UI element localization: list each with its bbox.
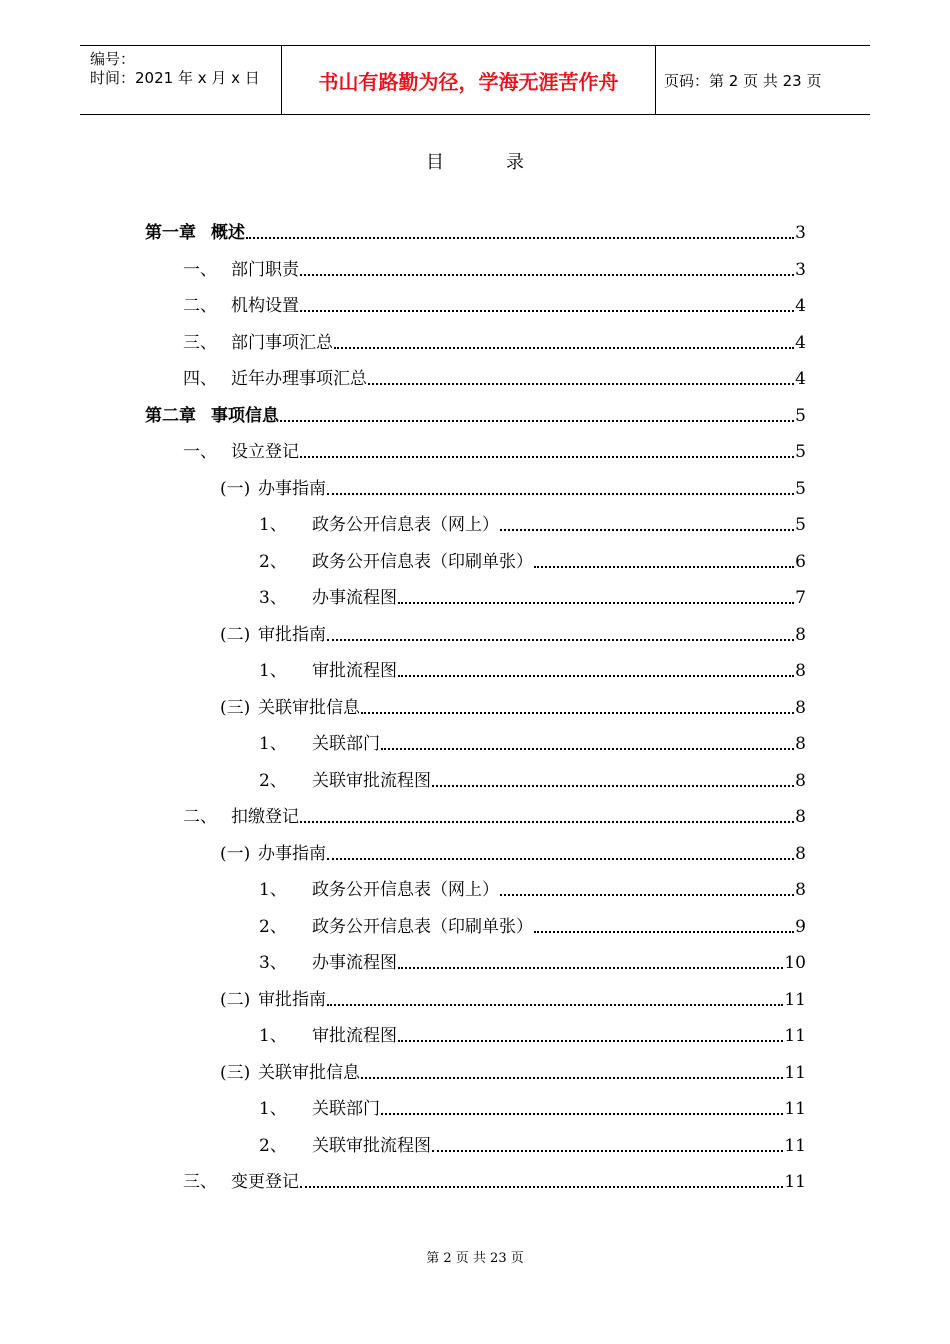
toc-entry-number: 1、 xyxy=(259,1026,287,1046)
toc-entry-title: 关联部门 xyxy=(312,1099,380,1119)
toc-title-left: 目 xyxy=(426,152,444,173)
dot-leader xyxy=(534,566,794,568)
toc-entry[interactable] xyxy=(220,834,806,864)
dot-leader xyxy=(327,639,794,641)
toc-entry-title: 关联审批流程图 xyxy=(312,770,431,791)
dot-leader xyxy=(368,383,794,385)
toc-entry-title: 机构设置 xyxy=(231,296,299,316)
toc-entry-page: 10 xyxy=(784,953,806,973)
toc-entry-page: 8 xyxy=(795,770,806,791)
toc-entry-number: 二、 xyxy=(183,296,217,316)
header-meta xyxy=(80,46,282,114)
toc-entry-page: 4 xyxy=(795,332,806,353)
toc-entry-number: 1、 xyxy=(259,880,287,900)
dot-leader xyxy=(398,1040,783,1042)
toc-entry-page: 7 xyxy=(795,588,806,608)
toc-entry-title: 部门事项汇总 xyxy=(231,332,333,353)
toc-entry-page: 11 xyxy=(784,989,806,1010)
toc-entry-number: (一) xyxy=(220,478,251,499)
toc-entry[interactable] xyxy=(259,542,806,572)
toc-entry[interactable] xyxy=(183,286,806,316)
toc-entry-page: 4 xyxy=(795,296,806,316)
dot-leader xyxy=(398,967,783,969)
dot-leader xyxy=(327,493,794,495)
toc-entry[interactable] xyxy=(259,1016,806,1046)
toc-entry-page: 3 xyxy=(795,259,806,280)
dot-leader xyxy=(381,1113,783,1115)
toc-entry[interactable] xyxy=(145,396,806,426)
header-motto: 书山有路勤为径，学海无涯苦作舟 xyxy=(282,46,656,114)
toc-entry-number: 三、 xyxy=(183,1172,217,1192)
toc-entry-number: 1、 xyxy=(259,734,287,754)
toc-entry[interactable] xyxy=(259,907,806,937)
dot-leader xyxy=(280,420,794,422)
toc-entry-page: 11 xyxy=(784,1135,806,1156)
toc-entry-title: 办事流程图 xyxy=(312,953,397,973)
toc-entry[interactable] xyxy=(259,1126,806,1156)
toc-entry-page: 6 xyxy=(795,551,806,572)
toc-entry[interactable] xyxy=(220,469,806,499)
toc-entry-title: 概述 xyxy=(211,223,245,243)
dot-leader xyxy=(300,456,794,458)
code-label: 编号： xyxy=(90,50,136,68)
dot-leader xyxy=(300,310,794,312)
toc-entry[interactable] xyxy=(259,724,806,754)
toc-entry-page: 3 xyxy=(795,223,806,243)
toc-entry[interactable] xyxy=(183,432,806,462)
toc-entry[interactable] xyxy=(259,1089,806,1119)
toc-entry-title: 审批指南 xyxy=(258,989,326,1010)
toc-entry-number: 四、 xyxy=(183,369,217,389)
toc-entry-page: 5 xyxy=(795,515,806,535)
dot-leader xyxy=(432,785,794,787)
toc-entry-title: 变更登记 xyxy=(231,1172,299,1192)
toc-entry[interactable] xyxy=(259,761,806,791)
toc-title xyxy=(0,148,950,174)
toc-entry-number: 1、 xyxy=(259,515,287,535)
toc-entry-page: 4 xyxy=(795,369,806,389)
toc-entry[interactable] xyxy=(183,359,806,389)
toc-entry[interactable] xyxy=(259,505,806,535)
toc-entry-page: 8 xyxy=(795,843,806,864)
toc-entry-number: (三) xyxy=(220,1062,251,1083)
toc-entry-title: 办事流程图 xyxy=(312,588,397,608)
header-page-info: 页码：第 2 页 共 23 页 xyxy=(664,71,822,90)
toc-entry-number: (一) xyxy=(220,843,251,864)
toc-entry-number: 2、 xyxy=(259,1135,287,1156)
dot-leader xyxy=(246,237,794,239)
toc-entry-page: 9 xyxy=(795,916,806,937)
toc-entry-title: 审批指南 xyxy=(258,624,326,645)
toc-entry-page: 11 xyxy=(784,1026,806,1046)
toc-title-right: 录 xyxy=(506,152,524,173)
dot-leader xyxy=(361,1077,783,1079)
dot-leader xyxy=(534,931,794,933)
dot-leader xyxy=(300,1186,783,1188)
toc-entry-number: 一、 xyxy=(183,442,217,462)
toc-entry[interactable] xyxy=(220,615,806,645)
toc-entry[interactable] xyxy=(145,213,806,243)
toc-entry-page: 5 xyxy=(795,442,806,462)
toc-entry-title: 办事指南 xyxy=(258,478,326,499)
toc-entry[interactable] xyxy=(183,1162,806,1192)
toc-entry-number: 3、 xyxy=(259,588,287,608)
dot-leader xyxy=(327,1004,783,1006)
dot-leader xyxy=(361,712,794,714)
toc-entry-title: 事项信息 xyxy=(211,405,279,426)
toc-entry-title: 审批流程图 xyxy=(312,661,397,681)
toc-entry-title: 审批流程图 xyxy=(312,1026,397,1046)
toc-entry-number: 1、 xyxy=(259,1099,287,1119)
toc-entry[interactable] xyxy=(259,651,806,681)
toc-entry[interactable] xyxy=(183,323,806,353)
toc-entry-number: 三、 xyxy=(183,332,217,353)
toc-entry-number: (二) xyxy=(220,624,251,645)
toc-entry-number: 第一章 xyxy=(145,223,196,243)
toc-entry-title: 设立登记 xyxy=(231,442,299,462)
toc-entry-number: (三) xyxy=(220,697,251,718)
toc-entry-title: 政务公开信息表（印刷单张） xyxy=(312,916,533,937)
toc-entry-page: 5 xyxy=(795,478,806,499)
dot-leader xyxy=(334,347,794,349)
toc-entry-title: 政务公开信息表（网上） xyxy=(312,515,499,535)
toc-entry-page: 5 xyxy=(795,405,806,426)
dot-leader xyxy=(300,274,794,276)
toc-entry-number: 二、 xyxy=(183,807,217,827)
toc-entry[interactable] xyxy=(220,688,806,718)
time-label: 时间：2021 年 x 月 x 日 xyxy=(90,69,260,87)
toc-entry[interactable] xyxy=(259,578,806,608)
dot-leader xyxy=(327,858,794,860)
toc-entry-title: 关联审批信息 xyxy=(258,697,360,718)
dot-leader xyxy=(381,748,794,750)
toc-entry-number: 2、 xyxy=(259,551,287,572)
toc-entry-number: 2、 xyxy=(259,916,287,937)
toc-entry[interactable] xyxy=(259,870,806,900)
toc-entry-title: 近年办理事项汇总 xyxy=(231,369,367,389)
dot-leader xyxy=(398,602,794,604)
page-header xyxy=(80,45,870,115)
toc-entry-number: 2、 xyxy=(259,770,287,791)
toc-entry-number: 第二章 xyxy=(145,405,196,426)
toc-entry-number: 1、 xyxy=(259,661,287,681)
toc-entry[interactable] xyxy=(183,250,806,280)
page-footer: 第 2 页 共 23 页 xyxy=(426,1251,524,1266)
dot-leader xyxy=(500,529,794,531)
dot-leader xyxy=(500,894,794,896)
toc-entry-page: 11 xyxy=(784,1172,806,1192)
toc-entry-title: 办事指南 xyxy=(258,843,326,864)
dot-leader xyxy=(432,1150,783,1152)
toc-entry-number: 3、 xyxy=(259,953,287,973)
dot-leader xyxy=(398,675,794,677)
toc-entry-title: 政务公开信息表（网上） xyxy=(312,880,499,900)
toc-entry-page: 8 xyxy=(795,697,806,718)
toc-entry-page: 8 xyxy=(795,734,806,754)
toc-entry-title: 政务公开信息表（印刷单张） xyxy=(312,551,533,572)
toc-entry-title: 扣缴登记 xyxy=(231,807,299,827)
toc-entry-page: 8 xyxy=(795,880,806,900)
toc-entry-title: 关联部门 xyxy=(312,734,380,754)
toc-entry-page: 11 xyxy=(784,1062,806,1083)
toc-entry-title: 关联审批信息 xyxy=(258,1062,360,1083)
toc-entry-title: 关联审批流程图 xyxy=(312,1135,431,1156)
toc-entry-page: 8 xyxy=(795,624,806,645)
toc-entry[interactable] xyxy=(183,797,806,827)
toc-entry-page: 11 xyxy=(784,1099,806,1119)
toc-entry-number: (二) xyxy=(220,989,251,1010)
toc-entry-page: 8 xyxy=(795,661,806,681)
toc-entry-title: 部门职责 xyxy=(231,259,299,280)
toc-entry[interactable] xyxy=(220,980,806,1010)
dot-leader xyxy=(300,821,794,823)
toc-entry-number: 一、 xyxy=(183,259,217,280)
toc-entry-page: 8 xyxy=(795,807,806,827)
toc-entry[interactable] xyxy=(220,1053,806,1083)
toc-entry[interactable] xyxy=(259,943,806,973)
